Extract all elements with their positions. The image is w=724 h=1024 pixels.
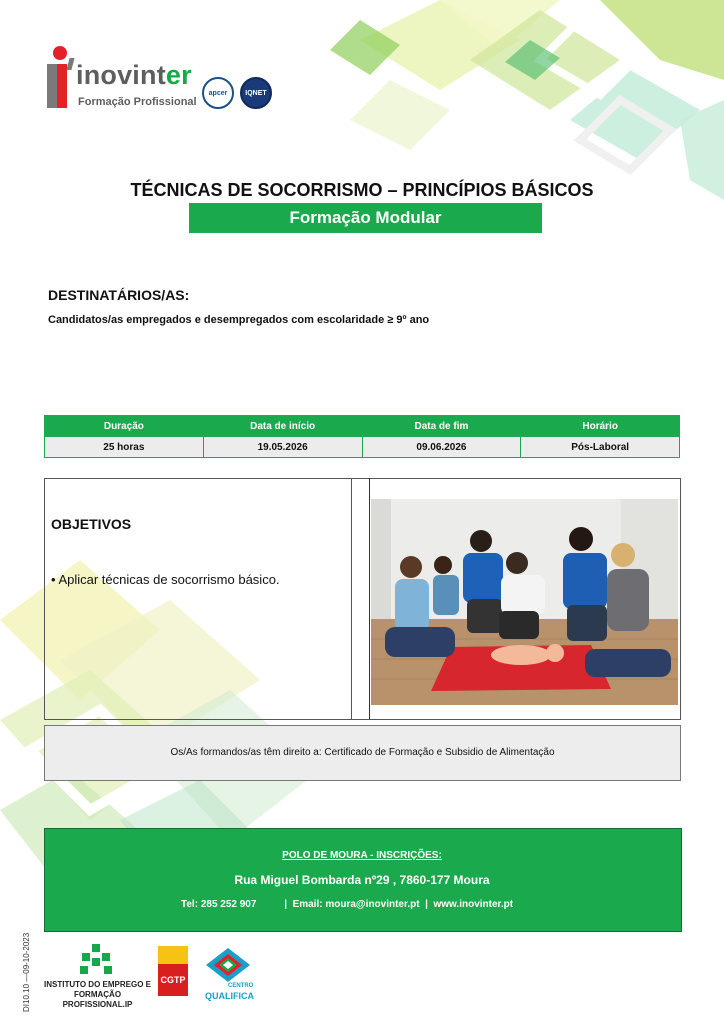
logo-dot	[53, 46, 67, 60]
decorative-pattern-top	[300, 0, 724, 200]
divider	[369, 478, 370, 719]
centro-qualifica-logo-icon	[206, 948, 250, 982]
table-header-row	[45, 416, 680, 437]
qualifica-small-label: CENTRO	[228, 983, 254, 989]
logo-subtitle: Formação Profissional	[78, 96, 197, 108]
course-title: TÉCNICAS DE SOCORRISMO – PRINCÍPIOS BÁSICOS	[130, 180, 594, 200]
header-schedule: Horário	[521, 416, 680, 437]
participant-rights: Os/As formandos/as têm direito a: Certificado de Formação e Subsidio de Alimentação	[44, 725, 681, 781]
contact-address: Rua Miguel Bombarda nº29 , 7860-177 Moura	[234, 873, 490, 887]
iqnet-certification-badge: IQNET	[240, 77, 272, 109]
target-audience-text: Candidatos/as empregados e desempregados com escolaridade ≥ 9º ano	[48, 314, 430, 326]
value-schedule: Pós-Laboral	[521, 437, 680, 458]
iefp-name: INSTITUTO DO EMPREGO E FORMAÇÃO PROFISSIONAL.IP	[44, 980, 151, 1009]
cgtp-logo-top	[158, 946, 188, 964]
iefp-logo-icon	[76, 944, 116, 978]
header-start-date: Data de início	[203, 416, 362, 437]
value-end-date: 09.06.2026	[362, 437, 521, 458]
contact-details: Tel: 285 252 907 | Email: moura@inovinter.pt | www.inovinter.pt	[181, 899, 514, 910]
logo-wordmark: inovinter	[76, 60, 192, 90]
logo-tick	[66, 58, 74, 70]
cgtp-label: CGTP	[160, 975, 186, 985]
target-audience-heading: DESTINATÁRIOS/AS:	[48, 287, 190, 303]
document-code: DI10.10 —09-10-2023	[22, 932, 31, 1012]
qualifica-label: QUALIFICA	[205, 991, 254, 1001]
value-start-date: 19.05.2026	[203, 437, 362, 458]
logo-bar	[47, 64, 57, 108]
table-row	[45, 437, 680, 458]
course-info-table	[44, 415, 680, 458]
course-subtitle: Formação Modular	[189, 203, 542, 233]
first-aid-training-photo	[371, 499, 678, 705]
logo-bar-accent	[57, 64, 67, 108]
contact-heading: POLO DE MOURA - INSCRIÇÕES:	[282, 850, 442, 861]
header-duration: Duração	[45, 416, 204, 437]
objective-item: • Aplicar técnicas de socorrismo básico.	[51, 572, 280, 587]
value-duration: 25 horas	[45, 437, 204, 458]
objectives-box	[44, 478, 353, 720]
apcer-certification-badge: apcer	[202, 77, 234, 109]
header-end-date: Data de fim	[362, 416, 521, 437]
objectives-heading: OBJETIVOS	[51, 516, 132, 532]
